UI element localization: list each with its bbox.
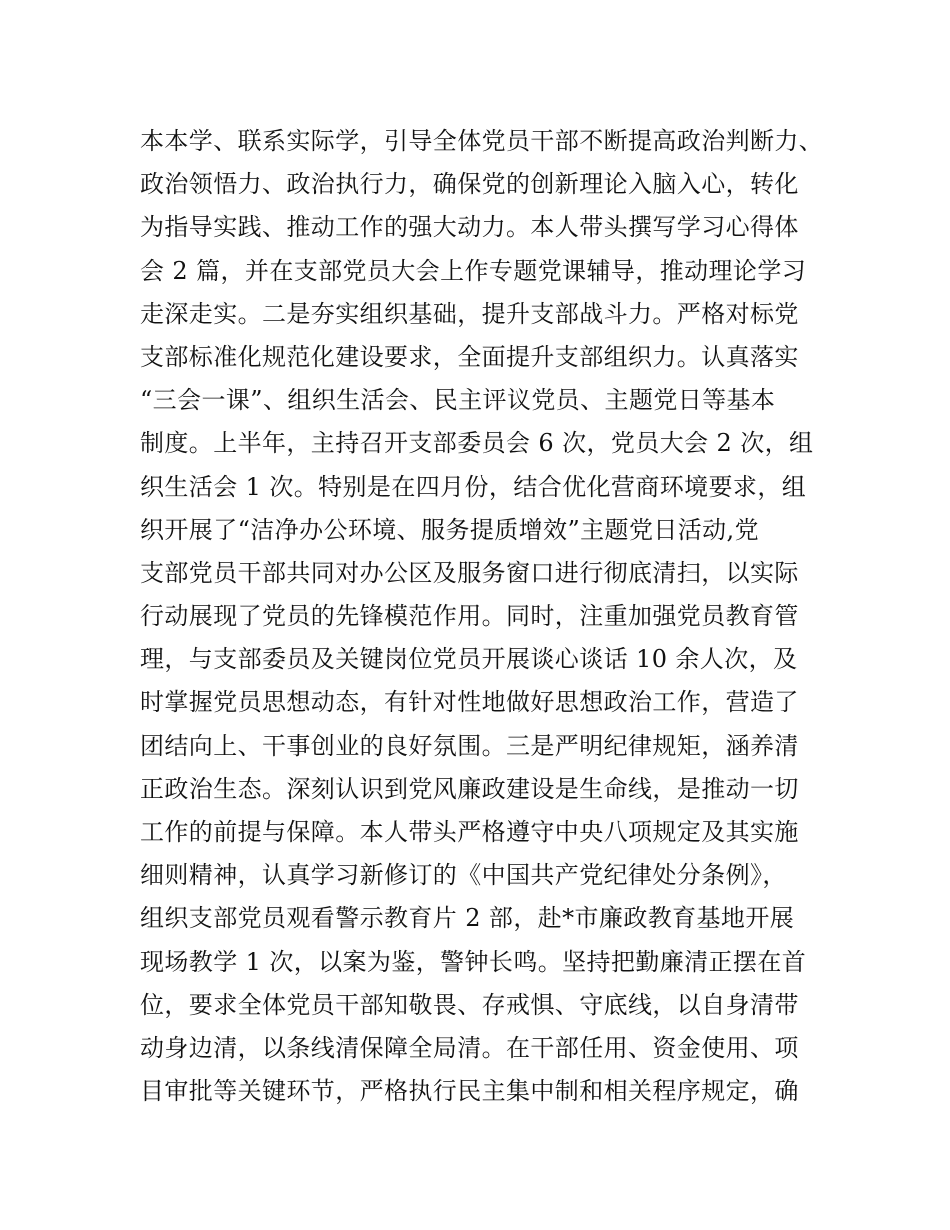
text-line-19: 组织支部党员观看警示教育片 2 部，赴*市廉政教育基地开展: [140, 904, 795, 933]
text-line-7: “三会一课”、组织生活会、民主评议党员、主题党日等基本: [140, 386, 776, 415]
text-line-15: 团结向上、干事创业的良好氛围。三是严明纪律规矩，涵养清: [140, 731, 799, 760]
text-line-9: 织生活会 1 次。特别是在四月份，结合优化营商环境要求，组: [140, 472, 807, 501]
text-line-11: 支部党员干部共同对办公区及服务窗口进行彻底清扫，以实际: [140, 558, 799, 587]
text-line-23: 目审批等关键环节，严格执行民主集中制和相关程序规定，确: [140, 1077, 799, 1106]
text-line-12: 行动展现了党员的先锋模范作用。同时，注重加强党员教育管: [140, 602, 799, 631]
text-line-4: 会 2 篇，并在支部党员大会上作专题党课辅导，推动理论学习: [140, 256, 807, 285]
text-line-14: 时掌握党员思想动态，有针对性地做好思想政治工作，营造了: [140, 688, 799, 717]
text-line-2: 政治领悟力、政治执行力，确保党的创新理论入脑入心，转化: [140, 170, 799, 199]
text-line-6: 支部标准化规范化建设要求，全面提升支部组织力。认真落实: [140, 342, 799, 371]
text-line-13: 理，与支部委员及关键岗位党员开展谈心谈话 10 余人次，及: [140, 645, 798, 674]
text-line-20: 现场教学 1 次，以案为鉴，警钟长鸣。坚持把勤廉清正摆在首: [140, 947, 807, 976]
text-line-5: 走深走实。二是夯实组织基础，提升支部战斗力。严格对标党: [140, 299, 799, 328]
text-line-21: 位，要求全体党员干部知敬畏、存戒惧、守底线，以自身清带: [140, 990, 799, 1019]
text-line-22: 动身边清，以条线清保障全局清。在干部任用、资金使用、项: [140, 1033, 799, 1062]
text-line-3: 为指导实践、推动工作的强大动力。本人带头撰写学习心得体: [140, 213, 799, 242]
text-line-10: 织开展了“洁净办公环境、服务提质增效”主题党日活动,党: [140, 515, 759, 544]
text-line-8: 制度。上半年，主持召开支部委员会 6 次，党员大会 2 次，组: [140, 429, 814, 458]
text-line-1: 本本学、联系实际学，引导全体党员干部不断提高政治判断力、: [140, 127, 824, 155]
text-line-18: 细则精神，认真学习新修订的《中国共产党纪律处分条例》，: [140, 861, 787, 890]
text-line-16: 正政治生态。深刻认识到党风廉政建设是生命线，是推动一切: [140, 774, 799, 803]
body-paragraph: [140, 120, 824, 1113]
text-line-17: 工作的前提与保障。本人带头严格遵守中央八项规定及其实施: [140, 818, 799, 846]
